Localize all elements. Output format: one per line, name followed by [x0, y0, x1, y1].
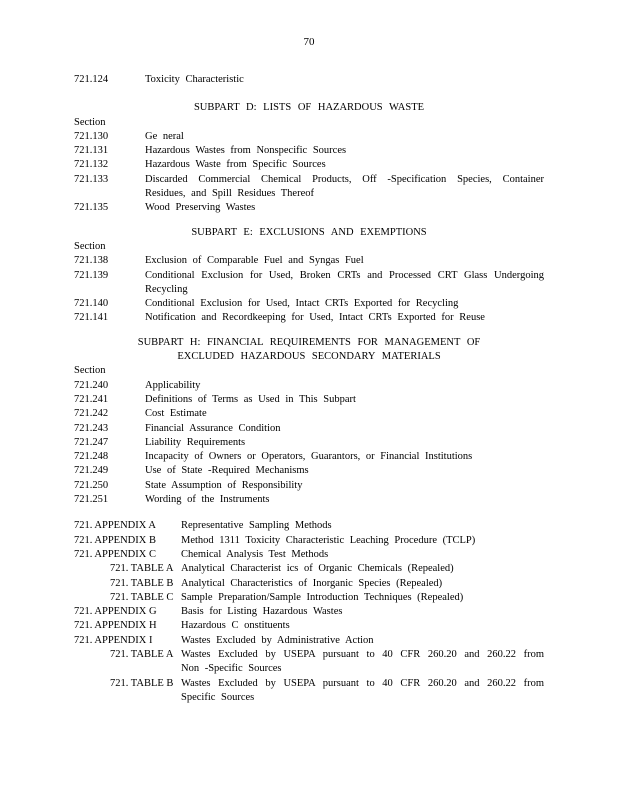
toc-entry: [74, 407, 544, 421]
toc-entry: [74, 436, 544, 450]
appendix-number: 721. APPENDIX G: [74, 606, 157, 618]
section-title: Notification and Recordkeeping for Used, Intact CRTs Exported for Reuse: [145, 312, 485, 324]
toc-entry: [74, 479, 544, 493]
section-title: Ge neral: [145, 130, 184, 142]
table-entry: [74, 577, 544, 591]
table-title: Wastes Excluded by USEPA pursuant to 40 CFR 260.20 and 260.22 from Specific Sources: [181, 677, 544, 703]
section-title: Exclusion of Comparable Fuel and Syngas Fuel: [145, 255, 364, 267]
appendix-title: Basis for Listing Hazardous Wastes: [181, 606, 343, 618]
table-title: Analytical Characteristics of Inorganic Species (Repealed): [181, 577, 443, 589]
section-number: 721.243: [74, 422, 109, 434]
section-label: Section: [74, 240, 106, 252]
appendix-title: Wastes Excluded by Administrative Action: [181, 634, 374, 646]
subpart-e-heading: SUBPART E: EXCLUSIONS AND EXEMPTIONS: [191, 226, 427, 238]
section-title: Definitions of Terms as Used in This Subpart: [145, 393, 356, 405]
appendix-title: Method 1311 Toxicity Characteristic Leaching Procedure (TCLP): [181, 534, 476, 546]
section-title: Wording of the Instruments: [145, 494, 270, 506]
toc-entry: [74, 73, 544, 87]
subpart-h-heading-line1: SUBPART H: FINANCIAL REQUIREMENTS FOR MANAGEMENT OF: [137, 336, 481, 348]
section-title: Use of State -Required Mechanisms: [145, 465, 309, 477]
section-number: 721.139: [74, 269, 109, 281]
section-number: 721.240: [74, 379, 109, 391]
appendix-entry: [74, 519, 544, 533]
toc-entry: [74, 493, 544, 507]
subpart-h-list: [74, 379, 544, 508]
appendix-number: 721. APPENDIX A: [74, 520, 156, 532]
section-title: Wood Preserving Wastes: [145, 202, 256, 214]
table-number: 721. TABLE B: [110, 577, 174, 589]
section-title: Hazardous Wastes from Nonspecific Sources: [145, 145, 347, 157]
appendix-entry: [74, 634, 544, 648]
appendix-number: 721. APPENDIX B: [74, 534, 156, 546]
section-title: Conditional Exclusion for Used, Intact CRTs Exported for Recycling: [145, 298, 459, 310]
section-number: 721.133: [74, 173, 109, 185]
toc-entry: [74, 269, 544, 298]
table-number: 721. TABLE B: [110, 677, 174, 689]
subpart-h-heading-line2: EXCLUDED HAZARDOUS SECONDARY MATERIALS: [177, 351, 441, 363]
section-number: 721.140: [74, 298, 109, 310]
section-title: Financial Assurance Condition: [145, 422, 281, 434]
page-number: 70: [303, 36, 315, 48]
toc-entry: [74, 422, 544, 436]
appendix-entry: [74, 534, 544, 548]
section-number: 721.250: [74, 479, 109, 491]
section-number: 721.248: [74, 451, 109, 463]
appendix-entry: [74, 619, 544, 633]
appendix-title: Chemical Analysis Test Methods: [181, 548, 329, 560]
section-title: Liability Requirements: [145, 436, 246, 448]
appendix-list: [74, 519, 544, 705]
table-entry: [74, 562, 544, 576]
section-label: Section: [74, 116, 106, 128]
table-number: 721. TABLE A: [110, 648, 174, 660]
appendix-number: 721. APPENDIX H: [74, 620, 157, 632]
section-number: 721.141: [74, 312, 109, 324]
appendix-number: 721. APPENDIX I: [74, 634, 153, 646]
section-title: Applicability: [145, 379, 201, 391]
toc-entry: [74, 158, 544, 172]
subpart-d-heading: SUBPART D: LISTS OF HAZARDOUS WASTE: [193, 102, 425, 114]
section-title: Incapacity of Owners or Operators, Guarantors, or Financial Institutions: [145, 451, 473, 463]
section-number: 721.251: [74, 494, 109, 506]
table-entry: [74, 648, 544, 677]
section-number: 721.135: [74, 202, 109, 214]
section-number: 721.138: [74, 255, 109, 267]
section-number: 721.132: [74, 159, 109, 171]
toc-entry: [74, 379, 544, 393]
toc-entry: [74, 393, 544, 407]
toc-entry: [74, 464, 544, 478]
appendix-title: Representative Sampling Methods: [181, 520, 332, 532]
section-title: Cost Estimate: [145, 408, 207, 420]
toc-entry: [74, 173, 544, 202]
appendix-entry: [74, 548, 544, 562]
subpart-e-list: [74, 254, 544, 325]
section-title: Discarded Commercial Chemical Products, Off -Specification Species, Container Residues, and Spill Residues Thereof: [145, 173, 544, 200]
table-number: 721. TABLE C: [110, 591, 174, 603]
toc-entry: [74, 144, 544, 158]
subpart-d-list: [74, 130, 544, 216]
section-title: Hazardous Waste from Specific Sources: [145, 159, 326, 171]
table-number: 721. TABLE A: [110, 563, 174, 575]
section-number: 721.241: [74, 393, 109, 405]
toc-entry: [74, 130, 544, 144]
section-number: 721.247: [74, 436, 109, 448]
toc-entry: [74, 311, 544, 325]
appendix-number: 721. APPENDIX C: [74, 548, 156, 560]
section-title: State Assumption of Responsibility: [145, 479, 303, 491]
section-number: 721.249: [74, 465, 109, 477]
section-number: 721.130: [74, 130, 109, 142]
section-number: 721.242: [74, 408, 109, 420]
table-of-contents: [74, 73, 544, 705]
section-number: 721.131: [74, 145, 109, 157]
appendix-entry: [74, 605, 544, 619]
section-number: 721.124: [74, 74, 109, 85]
table-entry: [74, 677, 544, 706]
section-title: Toxicity Characteristic: [145, 74, 244, 85]
appendix-title: Hazardous C onstituents: [181, 620, 290, 632]
section-label: Section: [74, 365, 106, 377]
toc-entry: [74, 254, 544, 268]
table-title: Analytical Characterist ics of Organic Chemicals (Repealed): [181, 563, 454, 575]
table-title: Wastes Excluded by USEPA pursuant to 40 CFR 260.20 and 260.22 from Non -Specific Sources: [181, 648, 544, 675]
toc-entry: [74, 297, 544, 311]
table-entry: [74, 591, 544, 605]
toc-entry: [74, 201, 544, 215]
section-title: Conditional Exclusion for Used, Broken CRTs and Processed CRT Glass Undergoing Recycling: [145, 269, 544, 295]
table-title: Sample Preparation/Sample Introduction Techniques (Repealed): [181, 591, 464, 603]
toc-entry: [74, 450, 544, 464]
